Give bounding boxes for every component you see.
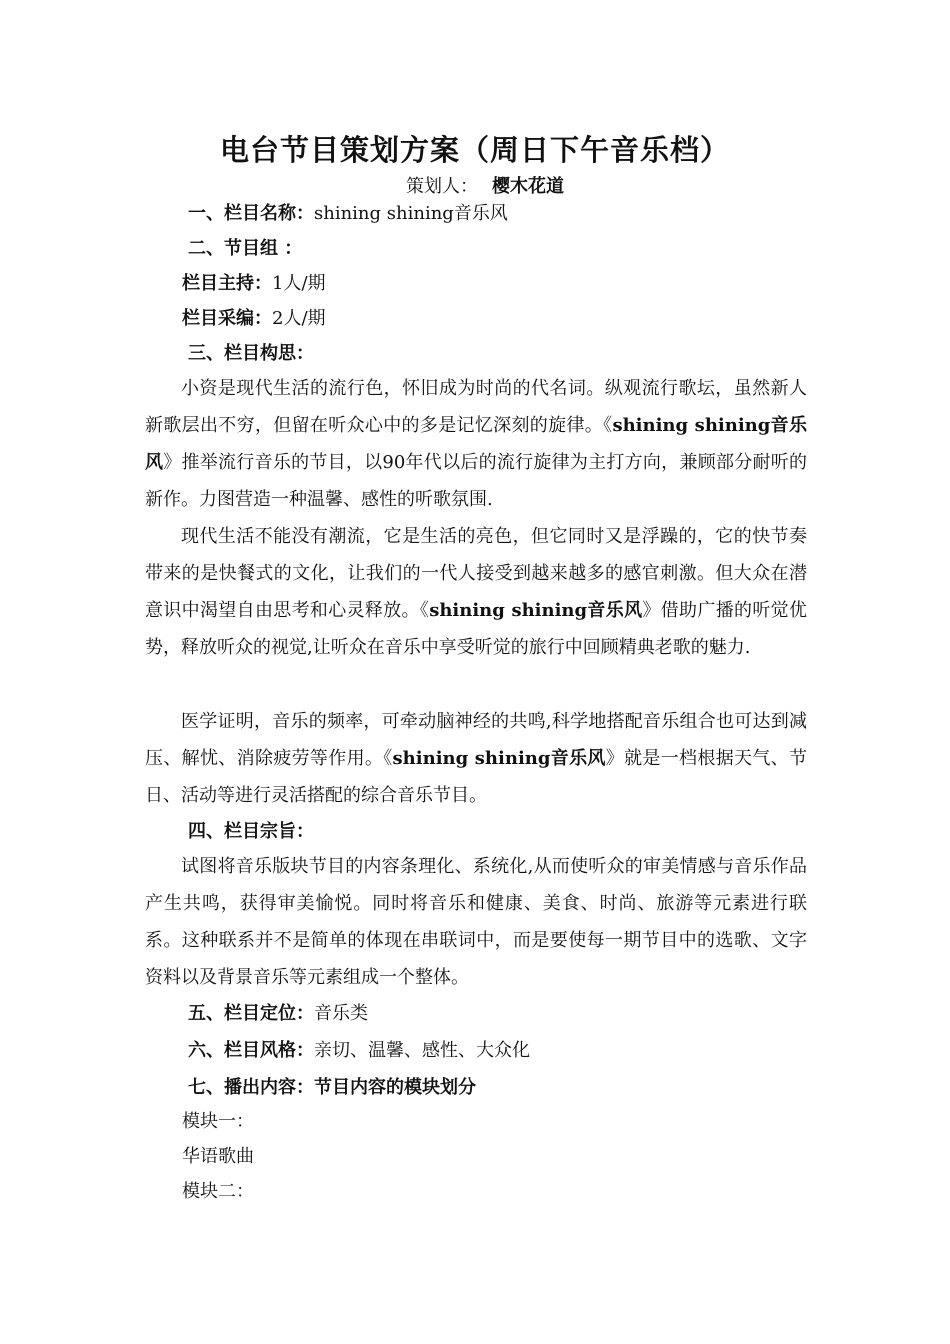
- paragraph-text: 》就是一档根据天气、节日、活动等进行灵活搭配的综合音乐节目。: [145, 748, 807, 806]
- editor-label: 栏目采编：: [182, 308, 272, 329]
- section-3-paragraph-2: [145, 518, 807, 666]
- section-5-value: 音乐类: [314, 1003, 368, 1024]
- section-1-value: shining shining音乐风: [314, 203, 508, 224]
- paragraph-text: 现代生活不能没有潮流，它是生活的亮色，但它同时又是浮躁的，它的快节奏带来的是快餐式的文化，让我们的一代人接受到越来越多的感官刺激。但大众在潜意识中渴望自由思考和心灵释放。《: [145, 526, 807, 621]
- module-2-label: 模块二：: [182, 1181, 254, 1202]
- section-6-value: 亲切、温馨、感性、大众化: [314, 1040, 530, 1061]
- section-2-heading: 二、节目组 ：: [188, 238, 303, 259]
- section-5: [188, 997, 368, 1031]
- section-3-paragraph-1: [145, 370, 807, 518]
- section-3-paragraph-3: [145, 703, 807, 814]
- program-name: shining shining音乐风: [429, 600, 643, 621]
- host-value: 1人/期: [272, 273, 326, 294]
- section-1: [188, 197, 508, 231]
- section-4-heading: 四、栏目宗旨：: [188, 821, 314, 842]
- host-label: 栏目主持：: [182, 273, 272, 294]
- planner-label: 策划人：: [406, 176, 478, 197]
- module-1-value: 华语歌曲: [182, 1146, 254, 1167]
- host-line: [182, 267, 326, 301]
- document-title: 电台节目策划方案（周日下午音乐档）: [219, 133, 730, 167]
- section-2: [188, 232, 302, 266]
- section-3: [188, 337, 314, 371]
- program-name: shining shining音乐风: [145, 415, 807, 473]
- paragraph-text: 》推举流行音乐的节目，以90年代以后的流行旋律为主打方向，兼顾部分耐听的新作。力图营造一种温馨、感性的听歌氛围.: [145, 452, 808, 510]
- section-4-paragraph: 试图将音乐版块节目的内容条理化、系统化,从而使听众的审美情感与音乐作品产生共鸣，获得审美愉悦。同时将音乐和健康、美食、时尚、旅游等元素进行联系。这种联系并不是简单的体现在串联词中，而是要使每一期节目中的选歌、文字资料以及背景音乐等元素组成一个整体。: [145, 856, 807, 988]
- section-7: [188, 1071, 476, 1105]
- paragraph-text: 小资是现代生活的流行色，怀旧成为时尚的代名词。纵观流行歌坛，虽然新人新歌层出不穷，但留在听众心中的多是记忆深刻的旋律。《: [145, 378, 807, 436]
- section-1-heading: 一、栏目名称：: [188, 203, 314, 224]
- planner-name: 樱木花道: [492, 176, 564, 197]
- section-3-heading: 三、栏目构思：: [188, 343, 314, 364]
- section-6: [188, 1034, 530, 1068]
- paragraph-text: 》借助广播的听觉优势，释放听众的视觉,让听众在音乐中享受听觉的旅行中回顾精典老歌的魅力.: [145, 600, 808, 658]
- module-1-label: 模块一：: [182, 1111, 254, 1132]
- section-5-heading: 五、栏目定位：: [188, 1003, 314, 1024]
- section-4: [188, 815, 314, 849]
- paragraph-text: 医学证明，音乐的频率，可牵动脑神经的共鸣,科学地搭配音乐组合也可达到减压、解忧、消除疲劳等作用。《: [145, 711, 807, 769]
- editor-value: 2人/期: [272, 308, 326, 329]
- editor-line: [182, 302, 326, 336]
- program-name: shining shining音乐风: [392, 748, 606, 769]
- section-7-value: 节目内容的模块划分: [314, 1077, 476, 1098]
- section-7-heading: 七、播出内容：: [188, 1077, 314, 1098]
- section-6-heading: 六、栏目风格：: [188, 1040, 314, 1061]
